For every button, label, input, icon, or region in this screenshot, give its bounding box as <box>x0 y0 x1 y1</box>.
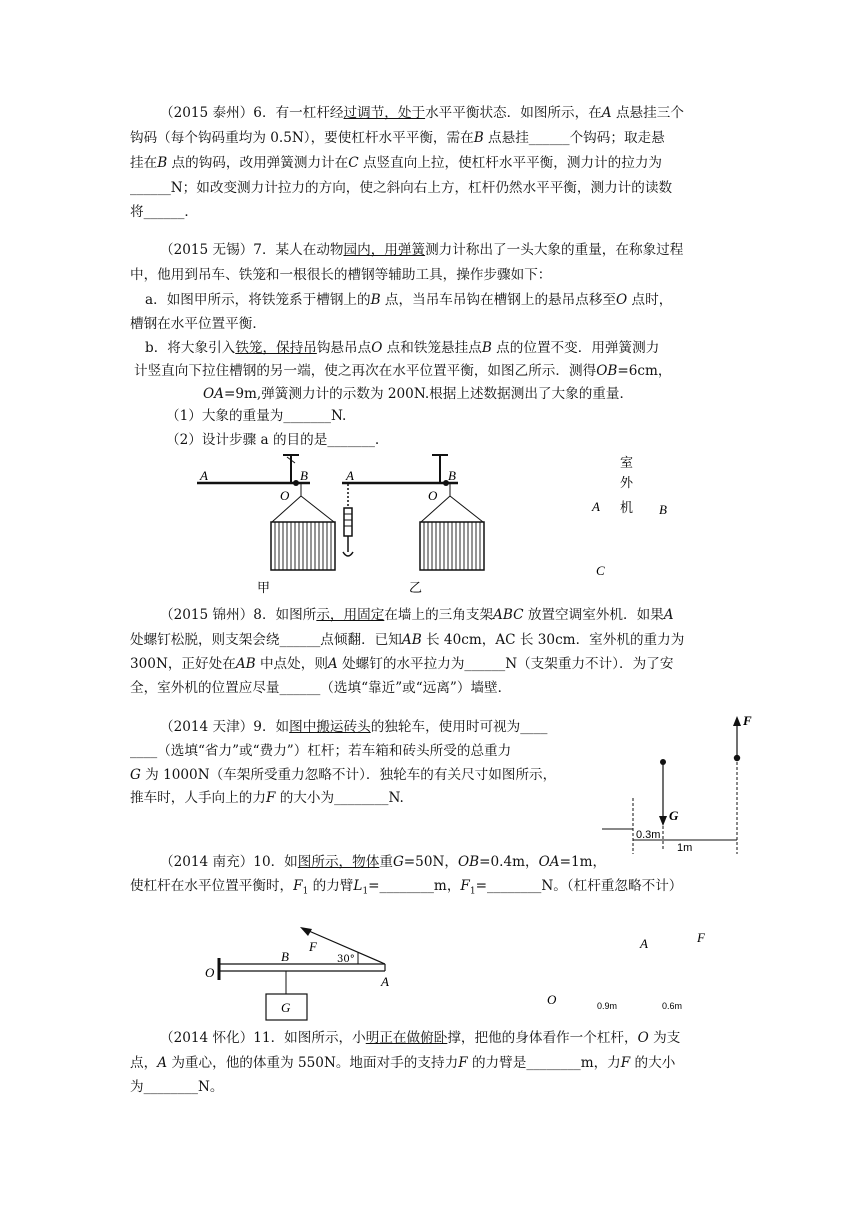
q7-line-2: 中，他用到吊车、铁笼和一根很长的槽钢等辅助工具，操作步骤如下： <box>130 267 552 283</box>
q11-line-3: 为________N。 <box>130 1079 224 1095</box>
q6-line-4: ______N；如改变测力计拉力的方向，使之斜向右上方，杠杆仍然水平平衡，测力计的读数 <box>130 180 673 196</box>
q7-step-b-2: 计竖直向下拉住槽钢的另一端，使之再次在水平位置平衡，如图乙所示．测得OB=6cm， <box>134 363 672 379</box>
q11-line-2: 点，A 为重心，他的体重为 550N。地面对手的支持力F 的力臂是________m，力F 的大小 <box>130 1055 676 1071</box>
q7-line-1: （2015 无锡）7．某人在动物园内，用弹簧测力计称出了一头大象的重量，在称象过程 <box>160 242 684 258</box>
q9-line-2: ____（选填“省力”或“费力”）杠杆；若车箱和砖头所受的总重力 <box>130 743 512 759</box>
q7-sub-2: （2）设计步骤 a 的目的是_______. <box>166 432 380 448</box>
cart-label-f: F <box>743 713 752 728</box>
pushup-label-06m: 0.6m <box>662 1001 683 1011</box>
q9-line-4: 推车时，人手向上的力F 的大小为________N. <box>130 790 404 806</box>
cart-label-1m: 1m <box>677 842 693 854</box>
yi-label-o: O <box>428 488 438 503</box>
yi-label-a: A <box>346 468 354 483</box>
pushup-label-f: F <box>697 930 705 945</box>
jia-label-a: A <box>200 468 208 483</box>
jia-caption: 甲 <box>257 581 271 596</box>
pushup-label-09m: 0.9m <box>597 1001 618 1011</box>
ac-label-a: A <box>592 499 600 514</box>
q7-step-a: a．如图甲所示，将铁笼系于槽钢上的B 点，当吊车吊钩在槽钢上的悬吊点移至O 点时， <box>145 292 673 308</box>
q9-line-1: （2014 天津）9．如图中搬运砖头的独轮车，使用时可视为____ <box>160 719 548 735</box>
pushup-label-a: A <box>640 936 648 951</box>
q6-line-1: （2015 泰州）6．有一杠杆经过调节，处于水平平衡状态．如图所示，在A 点悬挂三个 <box>160 105 684 121</box>
q8-line-4: 全，室外机的位置应尽量______（选填“靠近”或“远离”）墙壁． <box>130 680 512 696</box>
pushup-label-o: O <box>547 992 557 1007</box>
ac-label-c: C <box>596 563 605 578</box>
jia-label-b: B <box>300 468 308 483</box>
q10-line-2: 使杠杆在水平位置平衡时，$F_1$ 的力臂$L_1=\_\_\_\_\_\_\_\_m$，$F_1=\_\_\_\_\_\_\_\_N$。（杠杆重忽略不计） <box>130 878 683 897</box>
lever-label-b: B <box>281 949 289 964</box>
q8-line-1: （2015 锦州）8．如图所示，用固定在墙上的三角支架ABC 放置空调室外机．如果A <box>160 607 674 623</box>
cart-label-g: G <box>669 808 679 823</box>
jia-label-o: O <box>280 488 290 503</box>
ac-label-1: 室 <box>620 456 634 471</box>
q8-line-3: 300N，正好处在AB 中点处，则A 处螺钉的水平拉力为______N（支架重力不计）．为了安 <box>130 656 674 672</box>
ac-label-3: 机 <box>620 501 634 516</box>
lever-label-f: F <box>309 939 317 954</box>
lever-label-angle: 30° <box>337 954 355 965</box>
q6-line-3: 挂在B 点的钩码，改用弹簧测力计在C 点竖直向上拉，使杠杆水平平衡，测力计的拉力为 <box>130 155 663 171</box>
q10-line-1: （2014 南充）10．如图所示，物体重G=50N，OB=0.4m，OA=1m， <box>160 854 607 870</box>
q11-line-1: （2014 怀化）11．如图所示，小明正在做俯卧撑，把他的身体看作一个杠杆，O 为支 <box>160 1030 681 1046</box>
q9-line-3: G 为 1000N（车架所受重力忽略不计）．独轮车的有关尺寸如图所示， <box>130 767 557 783</box>
q6-line-2: 钩码（每个钩码重均为 0.5N），要使杠杆水平平衡，需在B 点悬挂______个钩码；取走悬 <box>130 130 665 146</box>
lever-label-g: G <box>281 1000 291 1015</box>
q7-step-b-3: OA=9m,弹簧测力计的示数为 200N.根据上述数据测出了大象的重量． <box>203 386 634 402</box>
q7-sub-1: （1）大象的重量为_______N. <box>166 408 347 424</box>
lever-force-arrow <box>300 927 312 936</box>
lever-label-o: O <box>205 965 215 980</box>
ac-label-2: 外 <box>620 476 634 491</box>
yi-caption: 乙 <box>409 581 423 596</box>
ac-label-b: B <box>659 502 667 517</box>
q8-line-2: 处螺钉松脱，则支架会绕______点倾翻．已知AB 长 40cm，AC 长 30cm．室外机的重力为 <box>130 632 685 648</box>
q7-step-a-2: 槽钢在水平位置平衡． <box>130 316 266 332</box>
cart-label-03m: 0.3m <box>636 829 661 841</box>
lever-label-a: A <box>381 974 389 989</box>
q6-line-5: 将______． <box>130 204 198 220</box>
q7-step-b: b．将大象引入铁笼，保持吊钩悬吊点O 点和铁笼悬挂点B 点的位置不变．用弹簧测力 <box>145 340 660 356</box>
yi-label-b: B <box>448 468 456 483</box>
